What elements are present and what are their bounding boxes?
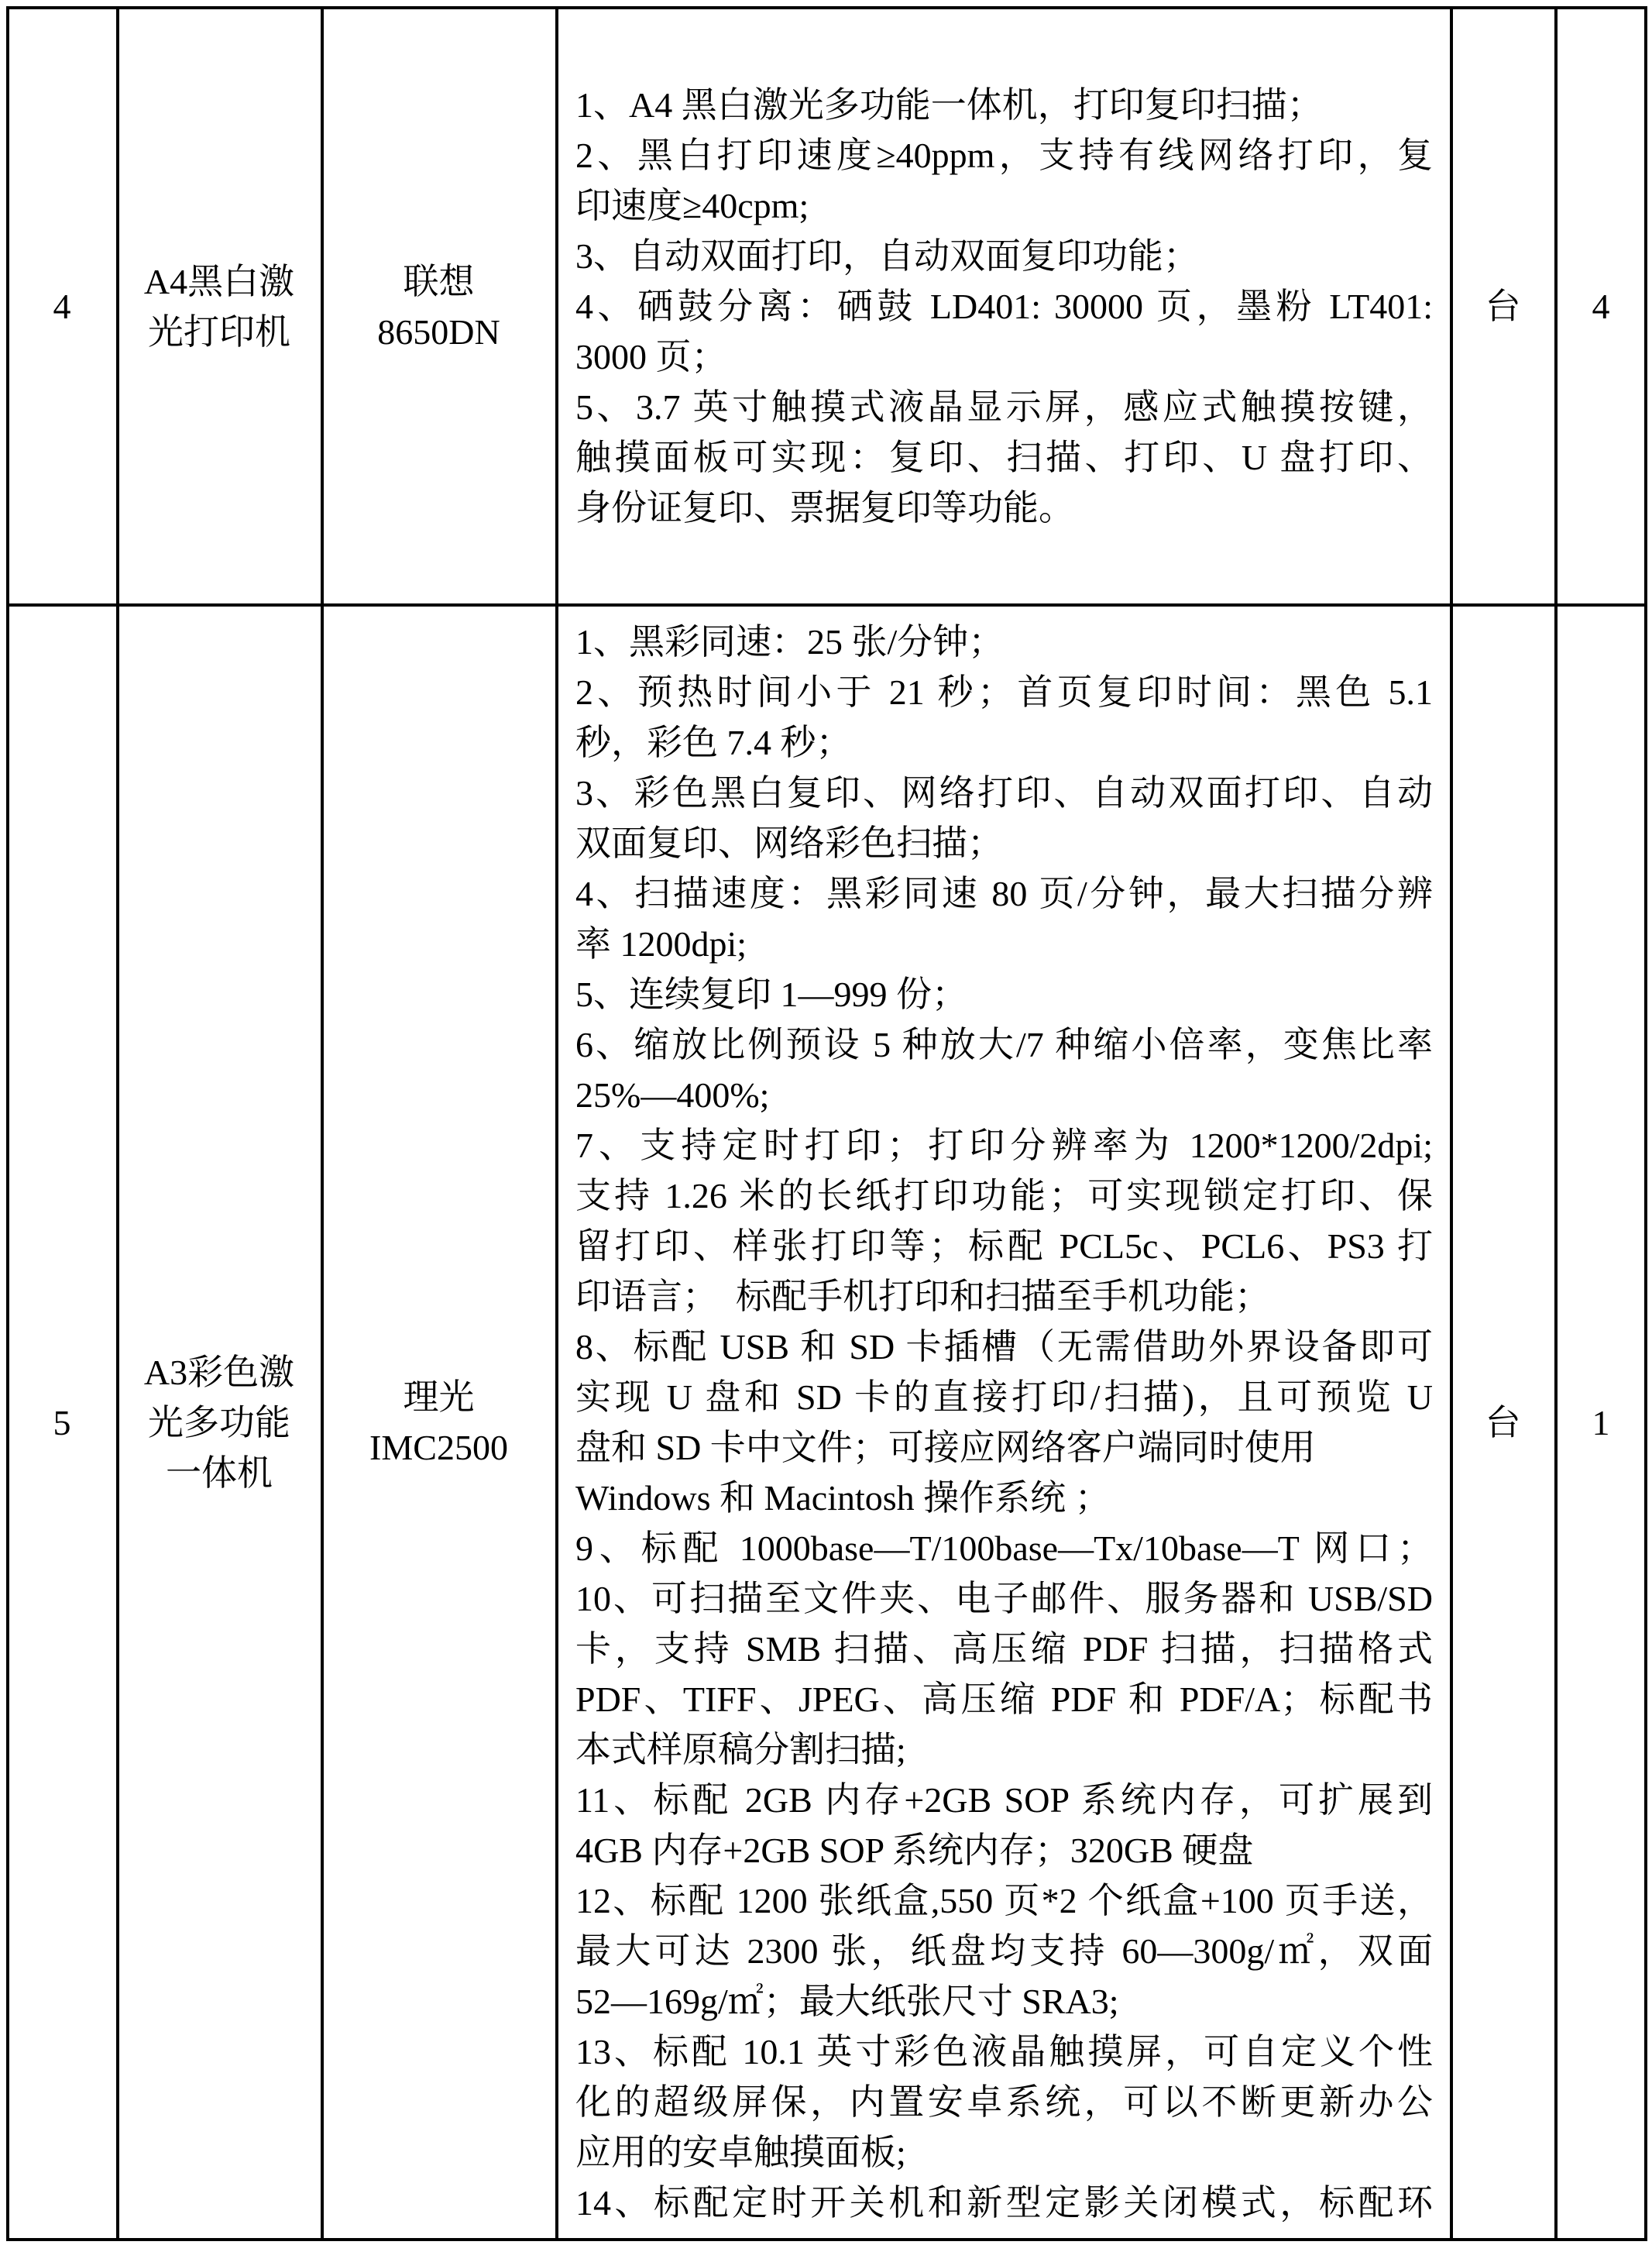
- spec-line: 率 1200dpi;: [575, 924, 747, 964]
- spec-line: 8、标配 USB 和 SD 卡插槽（无需借助外界设备即可: [575, 1327, 1433, 1367]
- spec-line: 13、标配 10.1 英寸彩色液晶触摸屏，可自定义个性: [575, 2032, 1433, 2071]
- table-border-vertical: [1554, 6, 1558, 2241]
- spec-line: 应用的安卓触摸面板;: [575, 2133, 906, 2172]
- spec-line: 52—169g/㎡；最大纸张尺寸 SRA3;: [575, 1982, 1119, 2021]
- spec-line: 2、黑白打印速度≥40ppm，支持有线网络打印，复: [575, 136, 1433, 175]
- spec-line: 4GB 内存+2GB SOP 系统内存；320GB 硬盘: [575, 1831, 1254, 1870]
- item-name-cell: [119, 607, 319, 2238]
- seq-cell: [9, 9, 115, 603]
- spec-line: 触摸面板可实现：复印、扫描、打印、U 盘打印、: [575, 438, 1433, 477]
- spec-line: 本式样原稿分割扫描;: [575, 1730, 906, 1769]
- spec-line: PDF、TIFF、JPEG、高压缩 PDF 和 PDF/A；标配书: [575, 1679, 1433, 1719]
- spec-line: 3、自动双面打印，自动双面复印功能；: [575, 236, 1199, 276]
- table-border-vertical: [1644, 6, 1647, 2241]
- item-name-line: 光多功能: [148, 1402, 290, 1442]
- brand-model-line: IMC2500: [369, 1428, 508, 1467]
- unit-value: 台: [1485, 287, 1521, 326]
- brand-model-cell: [324, 9, 554, 603]
- spec-line: 留打印、样张打印等；标配 PCL5c、PCL6、PS3 打: [575, 1226, 1433, 1266]
- spec-line: 卡，支持 SMB 扫描、高压缩 PDF 扫描，扫描格式: [575, 1629, 1433, 1669]
- spec-line: 11、标配 2GB 内存+2GB SOP 系统内存，可扩展到: [575, 1780, 1433, 1820]
- qty-value: 4: [1592, 287, 1610, 326]
- table-border-vertical: [116, 6, 119, 2241]
- spec-cell: [558, 9, 1448, 603]
- spec-line: 印速度≥40cpm;: [575, 186, 809, 225]
- spec-line: 1、A4 黑白激光多功能一体机，打印复印扫描；: [575, 85, 1323, 125]
- spec-line: 9、标配 1000base—T/100base—Tx/10base—T 网口；: [575, 1528, 1433, 1568]
- table-border-vertical: [1450, 6, 1453, 2241]
- table-border-vertical: [321, 6, 324, 2241]
- spec-line: 盘和 SD 卡中文件；可接应网络客户端同时使用: [575, 1428, 1316, 1467]
- qty-value: 1: [1592, 1402, 1610, 1442]
- qty-cell: [1558, 607, 1644, 2238]
- spec-line: 3000 页；: [575, 337, 727, 376]
- spec-line: 6、缩放比例预设 5 种放大/7 种缩小倍率，变焦比率: [575, 1025, 1433, 1064]
- brand-model-line: 理光: [403, 1377, 475, 1417]
- table-border-vertical: [6, 6, 9, 2241]
- spec-line: 4、扫描速度：黑彩同速 80 页/分钟，最大扫描分辨: [575, 874, 1433, 913]
- brand-model-line: 联想: [403, 261, 475, 301]
- item-name-line: A3彩色激: [143, 1352, 295, 1392]
- spec-line: 5、3.7 英寸触摸式液晶显示屏，感应式触摸按键，: [575, 387, 1433, 427]
- seq-number: 4: [53, 287, 71, 326]
- table-border-horizontal: [6, 603, 1647, 607]
- spec-line: 最大可达 2300 张，纸盘均支持 60—300g/㎡，双面: [575, 1931, 1433, 1971]
- item-name-line: 一体机: [166, 1453, 273, 1493]
- item-name-line: 光打印机: [148, 311, 290, 352]
- spec-line: 14、标配定时开关机和新型定影关闭模式，标配环: [575, 2183, 1433, 2223]
- spec-line: 1、黑彩同速：25 张/分钟；: [575, 622, 1005, 662]
- table-border-horizontal: [6, 2238, 1647, 2241]
- spec-line: 2、预热时间小于 21 秒；首页复印时间：黑色 5.1: [575, 672, 1433, 712]
- spec-line: 支持 1.26 米的长纸打印功能；可实现锁定打印、保: [575, 1176, 1433, 1215]
- qty-cell: [1558, 9, 1644, 603]
- table-border-vertical: [555, 6, 558, 2241]
- unit-cell: [1453, 607, 1553, 2238]
- spec-line: 印语言； 标配手机打印和扫描至手机功能；: [575, 1277, 1270, 1316]
- table-border-horizontal: [6, 6, 1647, 9]
- unit-cell: [1453, 9, 1553, 603]
- spec-line: 身份证复印、票据复印等功能。: [575, 488, 1074, 528]
- spec-line: 25%—400%;: [575, 1075, 770, 1115]
- spec-line: 3、彩色黑白复印、网络打印、自动双面打印、自动: [575, 773, 1433, 813]
- brand-model-line: 8650DN: [377, 311, 500, 352]
- spec-line: 双面复印、网络彩色扫描；: [575, 823, 1003, 863]
- spec-cell: [558, 607, 1448, 2238]
- seq-cell: [9, 607, 115, 2238]
- spec-line: 化的超级屏保，内置安卓系统，可以不断更新办公: [575, 2082, 1433, 2122]
- spec-line: 5、连续复印 1—999 份；: [575, 975, 967, 1014]
- spec-line: Windows 和 Macintosh 操作系统 ；: [575, 1478, 1111, 1518]
- spec-line: 12、标配 1200 张纸盒,550 页*2 个纸盒+100 页手送，: [575, 1881, 1433, 1920]
- seq-number: 5: [53, 1402, 71, 1442]
- unit-value: 台: [1485, 1402, 1521, 1442]
- spec-line: 10、可扫描至文件夹、电子邮件、服务器和 USB/SD: [575, 1579, 1433, 1618]
- spec-line: 实现 U 盘和 SD 卡的直接打印/扫描)，且可预览 U: [575, 1377, 1433, 1417]
- item-name-line: A4黑白激: [143, 261, 295, 301]
- brand-model-cell: [324, 607, 554, 2238]
- spec-line: 4、硒鼓分离：硒鼓 LD401: 30000 页，墨粉 LT401:: [575, 287, 1433, 326]
- spec-line: 秒，彩色 7.4 秒；: [575, 723, 852, 762]
- spec-line: 7、支持定时打印；打印分辨率为 1200*1200/2dpi;: [575, 1126, 1433, 1165]
- item-name-cell: [119, 9, 319, 603]
